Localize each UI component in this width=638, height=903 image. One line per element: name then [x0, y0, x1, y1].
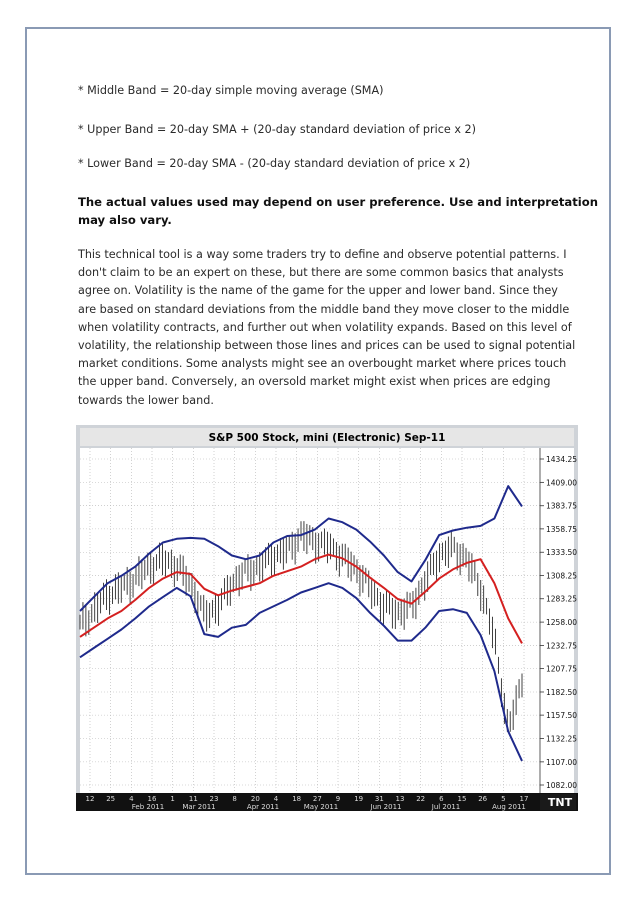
body-line: This technical tool is a way some traders try to define and observe potential patterns. I — [78, 248, 567, 261]
y-tick-label: 1434.25 — [546, 455, 578, 464]
x-tick-label: 27 — [312, 795, 322, 803]
x-tick-label: 18 — [292, 795, 302, 803]
x-month-label: Jul 2011 — [431, 803, 461, 811]
x-tick-label: 25 — [106, 795, 116, 803]
x-tick-label: 9 — [335, 795, 341, 803]
y-tick-label: 1207.75 — [546, 664, 578, 674]
x-tick-label: 5 — [501, 795, 506, 803]
body-line: agree on. Volatility is the name of the game for the upper and lower band. Since they — [78, 284, 558, 298]
y-tick-label: 1182.50 — [546, 687, 578, 697]
bollinger-chart — [76, 425, 578, 811]
bullet-lower-band: * Lower Band = 20-day SMA - (20-day standard deviation of price x 2) — [78, 157, 471, 170]
x-tick-label: 13 — [395, 795, 405, 803]
x-tick-label: 15 — [457, 795, 467, 803]
logo-text: TNT — [547, 796, 573, 809]
x-tick-label: 23 — [209, 795, 219, 803]
x-tick-label: 1 — [170, 795, 175, 803]
bold-paragraph — [78, 193, 598, 229]
x-tick-label: 26 — [478, 795, 488, 803]
y-tick-label: 1383.75 — [546, 501, 578, 511]
body-paragraph — [78, 246, 576, 410]
y-tick-label: 1308.25 — [546, 571, 578, 581]
x-tick-label: 4 — [273, 795, 279, 803]
x-tick-label: 8 — [232, 795, 237, 803]
chart-title: S&P 500 Stock, mini (Electronic) Sep-11 — [208, 432, 446, 444]
x-tick-label: 20 — [250, 795, 260, 803]
body-line: don't claim to be an expert on these, but there are some common basics that analysts — [78, 266, 564, 280]
y-tick-label: 1082.00 — [546, 781, 578, 790]
x-tick-label: 6 — [439, 795, 444, 803]
y-tick-label: 1132.25 — [546, 734, 578, 744]
body-line: market conditions. Some analysts might see an overbought market where prices touch — [78, 357, 567, 371]
x-month-label: Feb 2011 — [131, 803, 165, 811]
tnt-logo — [540, 794, 576, 810]
x-month-label: Aug 2011 — [492, 803, 526, 811]
y-tick-label: 1333.50 — [546, 548, 578, 558]
body-line: the upper band. Conversely, an oversold market might exist when prices are edging — [78, 375, 551, 389]
y-tick-label: 1258.00 — [546, 618, 578, 628]
x-tick-label: 4 — [129, 795, 134, 803]
y-tick-label: 1358.75 — [546, 524, 578, 534]
y-tick-label: 1409.00 — [546, 478, 578, 488]
x-tick-label: 12 — [85, 795, 95, 803]
x-month-label: Mar 2011 — [182, 803, 216, 811]
x-month-label: May 2011 — [303, 803, 339, 811]
y-tick-label: 1232.75 — [546, 641, 578, 651]
x-month-label: Apr 2011 — [246, 803, 280, 811]
x-tick-label: 16 — [147, 795, 157, 803]
bold-line: may also vary. — [78, 213, 172, 227]
bullet-upper-band: * Upper Band = 20-day SMA + (20-day standard deviation of price x 2) — [78, 123, 476, 136]
body-line: towards the lower band. — [78, 393, 214, 407]
body-line: volatility, the relationship between those lines and prices can be used to signal potential — [78, 339, 576, 353]
x-tick-label: 31 — [374, 795, 384, 803]
body-line: are based on standard deviations from the middle band they move closer to the middle — [78, 302, 570, 316]
x-tick-label: 11 — [188, 795, 198, 803]
x-tick-label: 19 — [354, 795, 364, 803]
bold-line: The actual values used may depend on user preference. Use and interpretation — [78, 195, 598, 209]
y-tick-label: 1283.25 — [546, 594, 578, 604]
bullet-middle-band: * Middle Band = 20-day simple moving average (SMA) — [78, 84, 384, 97]
x-month-label: Jun 2011 — [370, 803, 402, 811]
chart-image — [76, 425, 578, 811]
y-tick-label: 1107.00 — [546, 757, 578, 767]
body-line: when volatility contracts, and further out when volatility expands. Based on this level of — [78, 320, 572, 334]
x-tick-label: 22 — [416, 795, 426, 803]
y-tick-label: 1157.50 — [546, 711, 578, 721]
x-tick-label: 17 — [519, 795, 529, 803]
